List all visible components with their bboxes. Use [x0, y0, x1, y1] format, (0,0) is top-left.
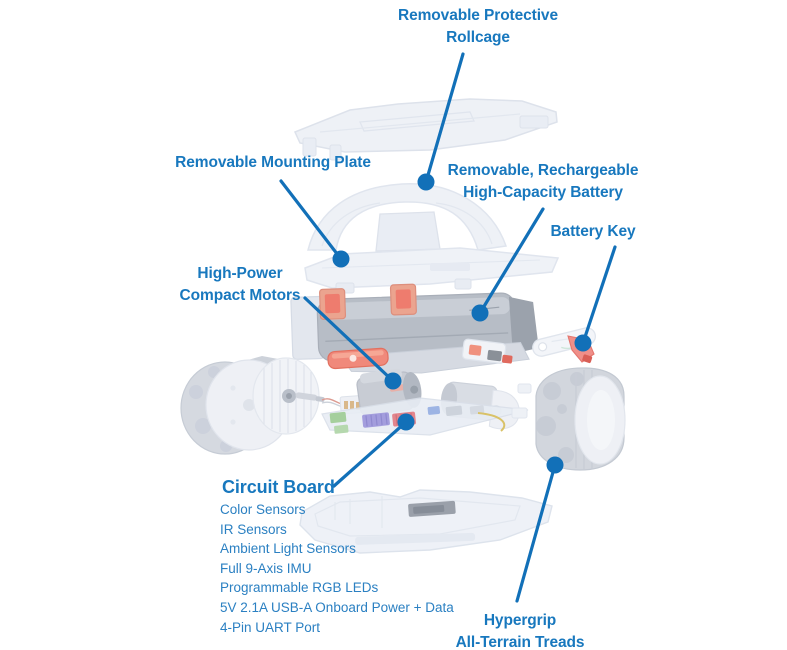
feature-ir-sensors: IR Sensors: [220, 521, 287, 537]
label-mounting-plate: Removable Mounting Plate: [175, 154, 371, 171]
leader-circuit-board-dot: [398, 414, 415, 431]
label-motors: [180, 263, 301, 307]
battery-door-illustration: [328, 348, 389, 369]
leader-mounting-plate-dot: [333, 251, 350, 268]
label-circuit-board-title: Circuit Board: [222, 477, 335, 497]
feature-color-sensors: Color Sensors: [220, 502, 306, 517]
label-rollcage: [398, 5, 558, 49]
left-tread-illustration: [181, 356, 364, 454]
battery-latch-right: [390, 284, 416, 315]
label-treads-line1: Hypergrip: [483, 612, 557, 629]
feature-imu: Full 9-Axis IMU: [220, 560, 312, 576]
label-rollcage-line2: Rollcage: [446, 29, 510, 46]
leader-treads-dot: [547, 457, 564, 474]
label-motors-line2: Compact Motors: [179, 287, 301, 304]
feature-usb-power: 5V 2.1A USB-A Onboard Power + Data: [220, 599, 454, 615]
label-motors-line1: High-Power: [197, 265, 283, 282]
label-treads: [456, 610, 585, 650]
leader-battery-key-dot: [575, 335, 592, 352]
circuit-board-feature-list: [220, 500, 454, 637]
feature-ambient-light: Ambient Light Sensors: [220, 541, 356, 557]
label-rollcage-line1: Removable Protective: [398, 7, 558, 24]
leader-battery-key-line: [583, 247, 615, 343]
label-battery-line1: Removable, Rechargeable: [447, 162, 639, 179]
label-battery-key: Battery Key: [550, 223, 636, 240]
label-battery-line2: High-Capacity Battery: [463, 184, 623, 201]
feature-uart-port: 4-Pin UART Port: [220, 619, 321, 635]
leader-rollcage-dot: [418, 174, 435, 191]
label-battery: [448, 160, 639, 204]
right-tread-illustration: [512, 368, 625, 470]
leader-treads-line: [517, 465, 555, 601]
leader-battery-dot: [472, 305, 489, 322]
feature-rgb-leds: Programmable RGB LEDs: [220, 580, 379, 596]
label-treads-line2: All-Terrain Treads: [455, 634, 585, 650]
leader-motors-dot: [385, 373, 402, 390]
top-plate-illustration: [295, 99, 557, 160]
